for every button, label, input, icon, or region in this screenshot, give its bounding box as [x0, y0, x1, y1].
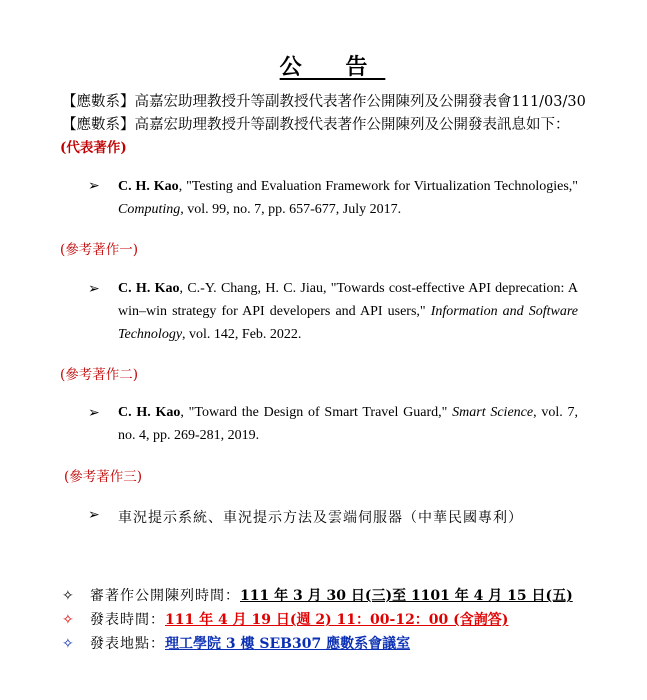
arrow-bullet-icon: ➢ [88, 281, 100, 297]
patent-entry: 車況提示系統、車況提示方法及雲端伺服器（中華民國專利） [118, 510, 523, 526]
section-heading-representative: (代表著作) [60, 140, 127, 156]
arrow-bullet-icon: ➢ [88, 178, 100, 194]
footer-label: 發表時間： [90, 612, 165, 628]
section-heading-reference-2: (參考著作二) [60, 367, 139, 383]
section-heading-reference-1: (參考著作一) [60, 242, 139, 258]
diamond-star-icon: ✧ [62, 636, 74, 652]
announcement-header-line-2: 【應數系】高嘉宏助理教授升等副教授代表著作公開陳列及公開發表訊息如下： [62, 117, 570, 133]
arrow-bullet-icon: ➢ [88, 507, 100, 523]
footer-label: 審著作公開陳列時間： [90, 588, 240, 604]
author-name: C. H. Kao [118, 179, 179, 194]
footer-presentation-time [62, 609, 508, 629]
footer-value: 111 年 4 月 19 日(週 2) 11：00-12：00 (含詢答) [165, 612, 509, 628]
announcement-header-line-1: 【應數系】高嘉宏助理教授升等副教授代表著作公開陳列及公開發表會111/03/30 [62, 94, 586, 110]
diamond-star-icon: ✧ [62, 588, 74, 604]
footer-value: 111 年 3 月 30 日(三)至 1101 年 4 月 15 日(五) [240, 588, 573, 604]
author-name: C. H. Kao [118, 281, 180, 296]
publication-entry: C. H. Kao, "Toward the Design of Smart Travel Guard," Smart Science, vol. 7, no. 4, pp. 269-281, 2019. [118, 405, 579, 443]
footer-label: 發表地點： [90, 636, 165, 652]
author-name: C. H. Kao [118, 405, 181, 420]
publication-entry: C. H. Kao, C.-Y. Chang, H. C. Jiau, "Towards cost-effective API deprecation: A win–win strategy for API developers and API users," Information and Software Technology, vol. 142, Feb. 2022. [118, 281, 579, 342]
diamond-star-icon: ✧ [62, 612, 74, 628]
publication-entry: C. H. Kao, "Testing and Evaluation Framework for Virtualization Technologies," Computing, vol. 99, no. 7, pp. 657-677, July 2017. [118, 179, 578, 217]
footer-exhibition-time [62, 585, 573, 605]
venue-name: Computing [118, 202, 181, 217]
section-heading-reference-3: (參考著作三) [64, 469, 143, 485]
venue-name: Smart Science [452, 405, 534, 420]
arrow-bullet-icon: ➢ [88, 405, 100, 421]
footer-presentation-location [62, 633, 410, 653]
venue-name: Information and Software Technology [118, 304, 578, 342]
announcement-title: 公 告 [279, 54, 386, 80]
footer-value: 理工學院 3 樓 SEB307 應數系會議室 [165, 636, 411, 652]
